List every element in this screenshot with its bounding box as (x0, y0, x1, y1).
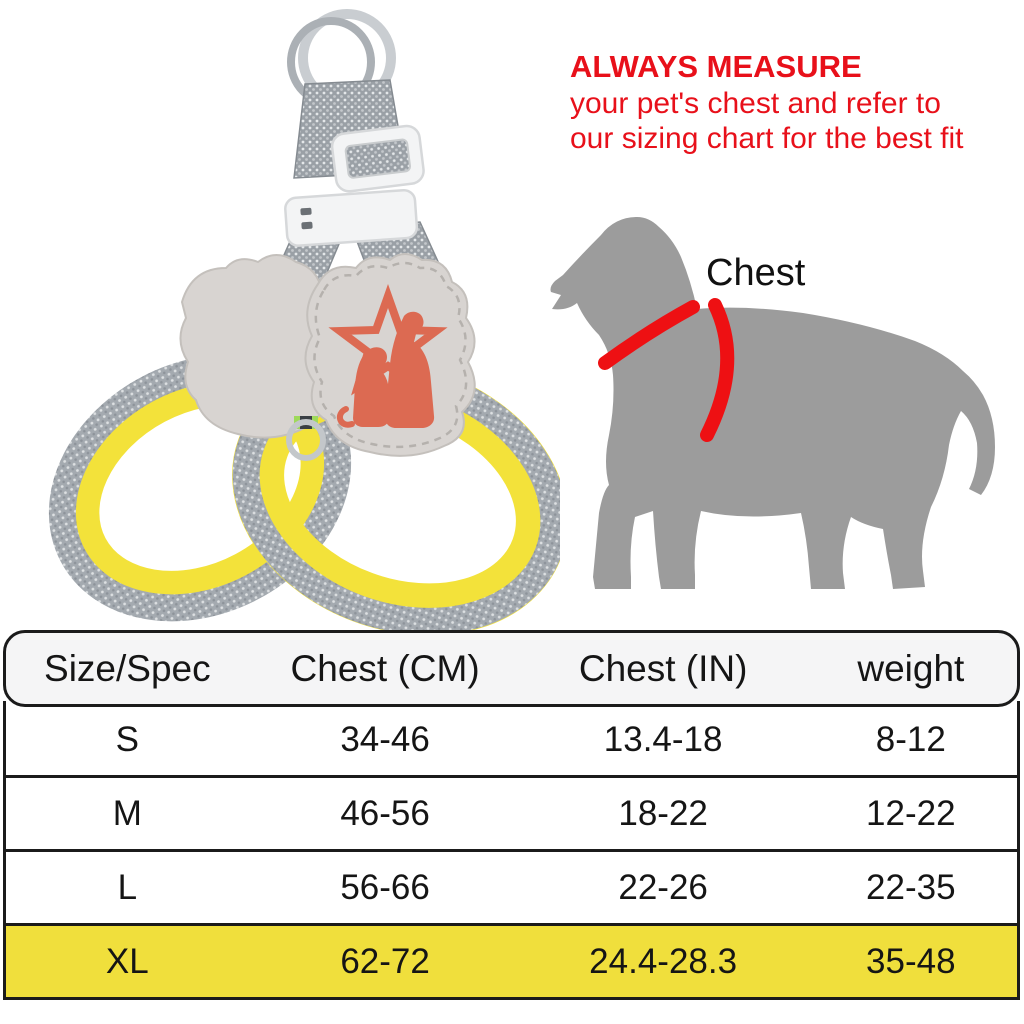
cell-chest-in: 22-26 (618, 867, 708, 907)
size-chart-body (3, 701, 1020, 1000)
cell-size: S (115, 719, 139, 759)
size-chart-header (3, 630, 1020, 707)
cell-size: XL (105, 941, 149, 981)
column-header-weight: weight (857, 647, 965, 689)
column-header-size: Size/Spec (44, 647, 211, 689)
table-row-s (6, 704, 1017, 775)
cell-chest-cm: 62-72 (340, 941, 430, 981)
cell-weight: 8-12 (875, 719, 946, 759)
cell-size: M (112, 793, 142, 833)
measure-note-line1: your pet's chest and refer to (570, 87, 941, 120)
column-header-chest-cm: Chest (CM) (290, 647, 480, 689)
harness-photo (0, 0, 560, 650)
cell-size: L (117, 867, 138, 907)
measure-note-headline: ALWAYS MEASURE (570, 49, 862, 84)
table-row-xl (6, 923, 1017, 997)
buckle (285, 189, 418, 246)
cell-chest-cm: 34-46 (340, 719, 430, 759)
table-row-l (6, 849, 1017, 923)
cell-weight: 12-22 (866, 793, 956, 833)
measure-note-line2: our sizing chart for the best fit (570, 122, 964, 155)
cell-weight: 22-35 (866, 867, 956, 907)
table-row-m (6, 775, 1017, 849)
size-chart (3, 630, 1020, 1000)
chest-patch-left (180, 255, 325, 438)
chest-label: Chest (706, 252, 806, 294)
cell-chest-in: 18-22 (618, 793, 708, 833)
chest-patch-logo (305, 254, 474, 456)
column-header-chest-in: Chest (IN) (578, 647, 748, 689)
strap-adjuster (331, 124, 425, 192)
measure-note (570, 48, 964, 156)
cell-chest-cm: 46-56 (340, 793, 430, 833)
cell-chest-in: 13.4-18 (603, 719, 723, 759)
cell-chest-cm: 56-66 (340, 867, 430, 907)
cell-chest-in: 24.4-28.3 (589, 941, 738, 981)
cell-weight: 35-48 (866, 941, 956, 981)
